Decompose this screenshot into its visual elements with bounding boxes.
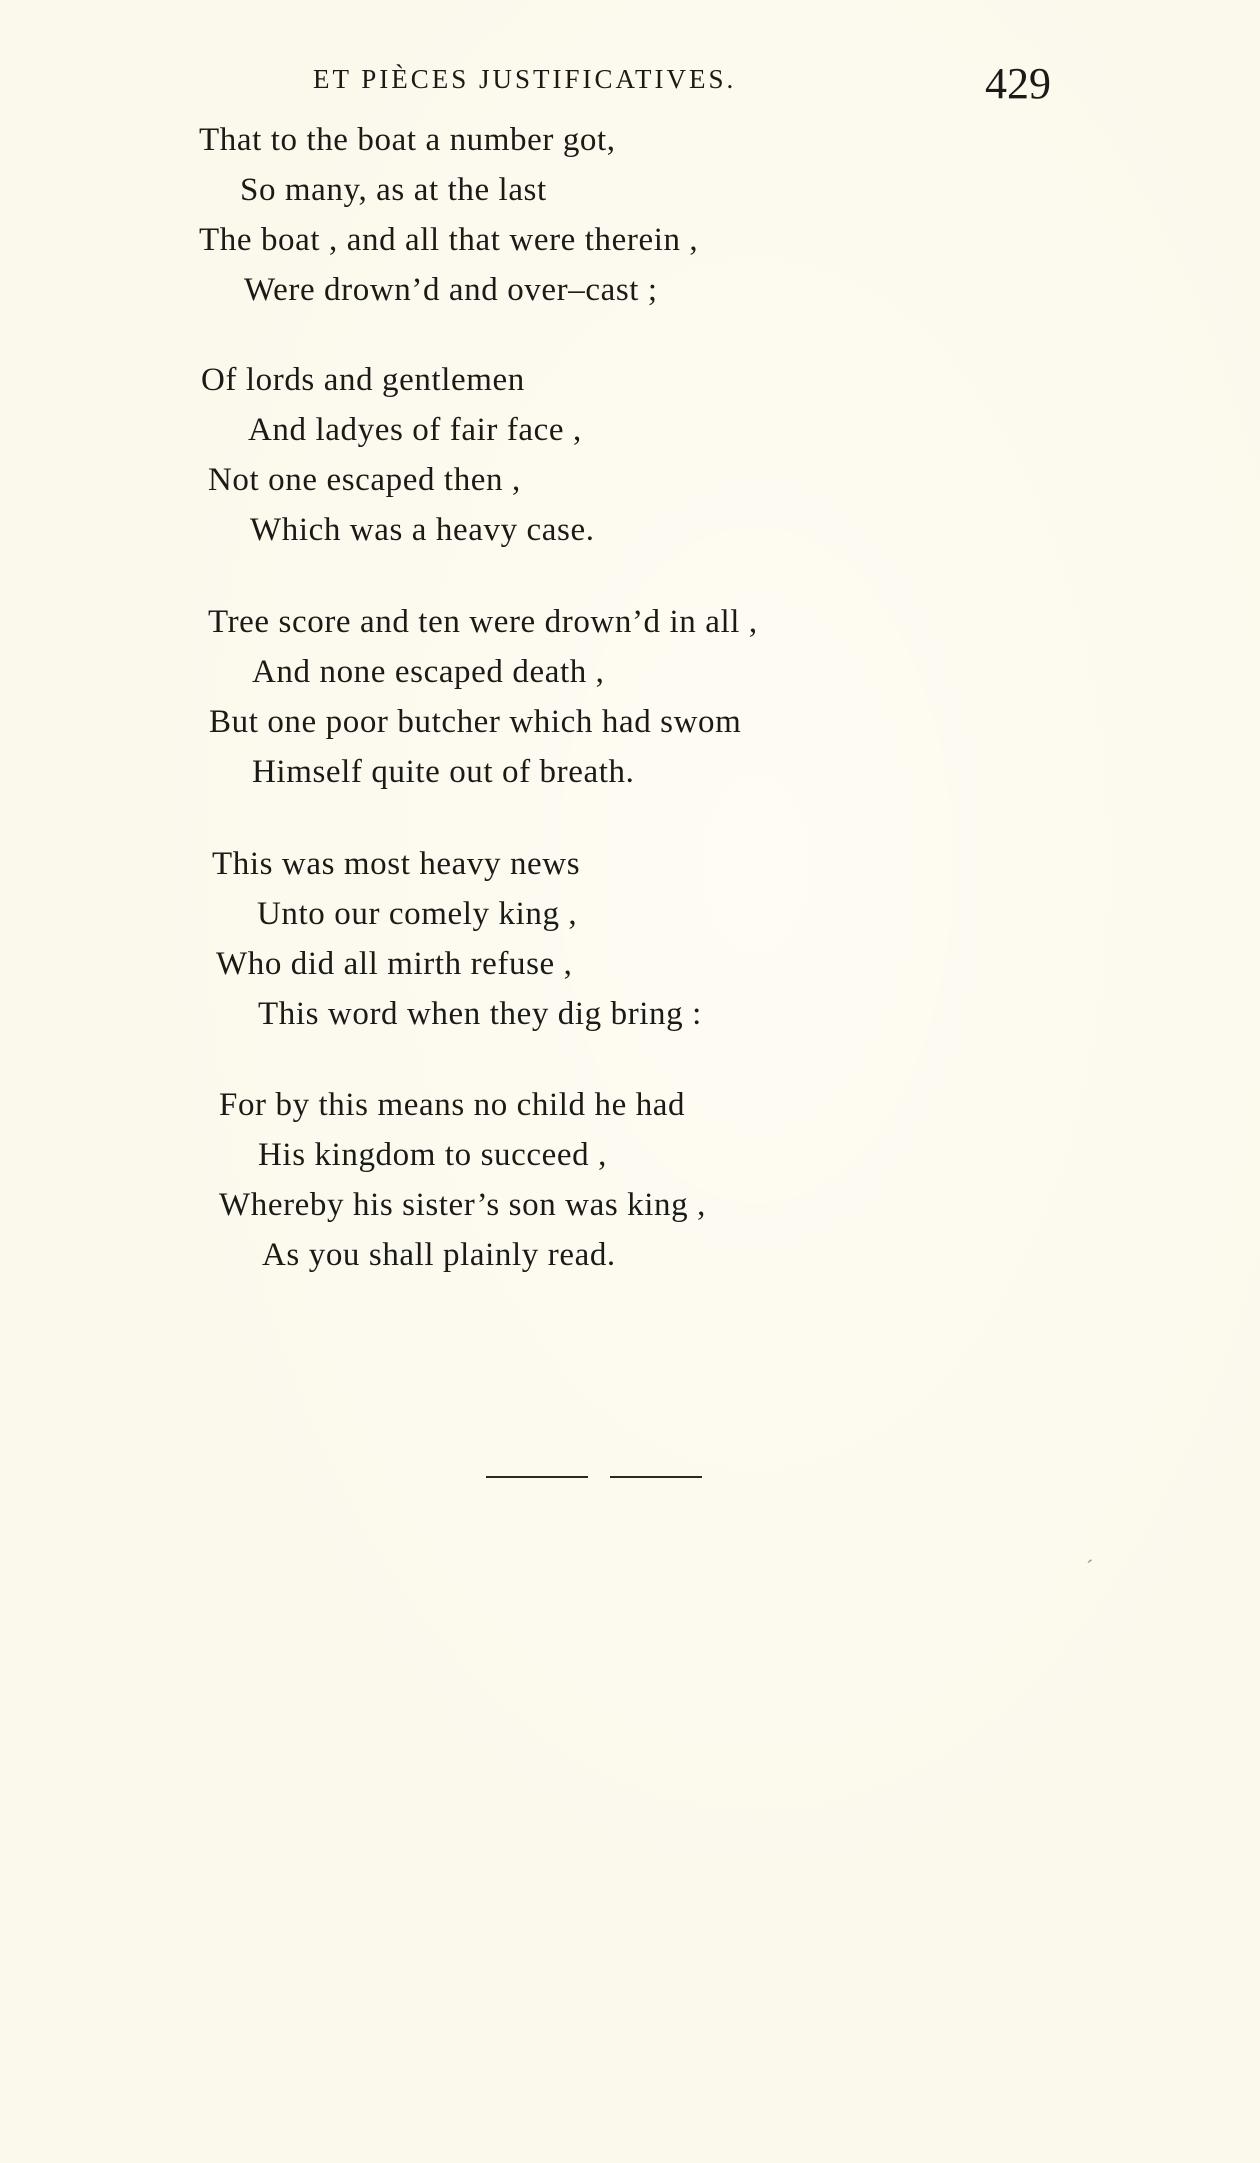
page-number: 429 [985, 59, 1051, 108]
verse-line: This word when they dig bring : [258, 996, 702, 1032]
verse-line: Not one escaped then , [208, 462, 521, 498]
page-header [0, 58, 1260, 118]
verse-line: That to the boat a number got, [199, 122, 616, 158]
verse-line: And ladyes of fair face , [248, 412, 582, 448]
verse-line: Unto our comely king , [257, 896, 578, 932]
verse-line: Who did all mirth refuse , [216, 946, 573, 982]
verse-line: Of lords and gentlemen [201, 362, 525, 398]
verse-line: Tree score and ten were drown’d in all , [208, 604, 758, 640]
verse-line: But one poor butcher which had swom [209, 704, 742, 740]
verse-line: The boat , and all that were therein , [199, 222, 699, 258]
verse-line: Himself quite out of breath. [252, 754, 635, 790]
verse-line: This was most heavy news [212, 846, 581, 882]
closing-rule-left [486, 1476, 588, 1478]
verse-line: Whereby his sister’s son was king , [219, 1187, 706, 1223]
verse-line: His kingdom to succeed , [258, 1137, 607, 1173]
verse-line: And none escaped death , [252, 654, 605, 690]
verse-line: So many, as at the last [240, 172, 547, 208]
verse-line: For by this means no child he had [219, 1087, 686, 1123]
verse-line: Which was a heavy case. [250, 512, 595, 548]
closing-rule-right [610, 1476, 702, 1478]
verse-line: Were drown’d and over–cast ; [244, 272, 658, 308]
paper-speck: ˊ [1086, 1555, 1094, 1580]
running-head: ET PIÈCES JUSTIFICATIVES. [313, 64, 737, 94]
verse-line: As you shall plainly read. [262, 1237, 616, 1273]
